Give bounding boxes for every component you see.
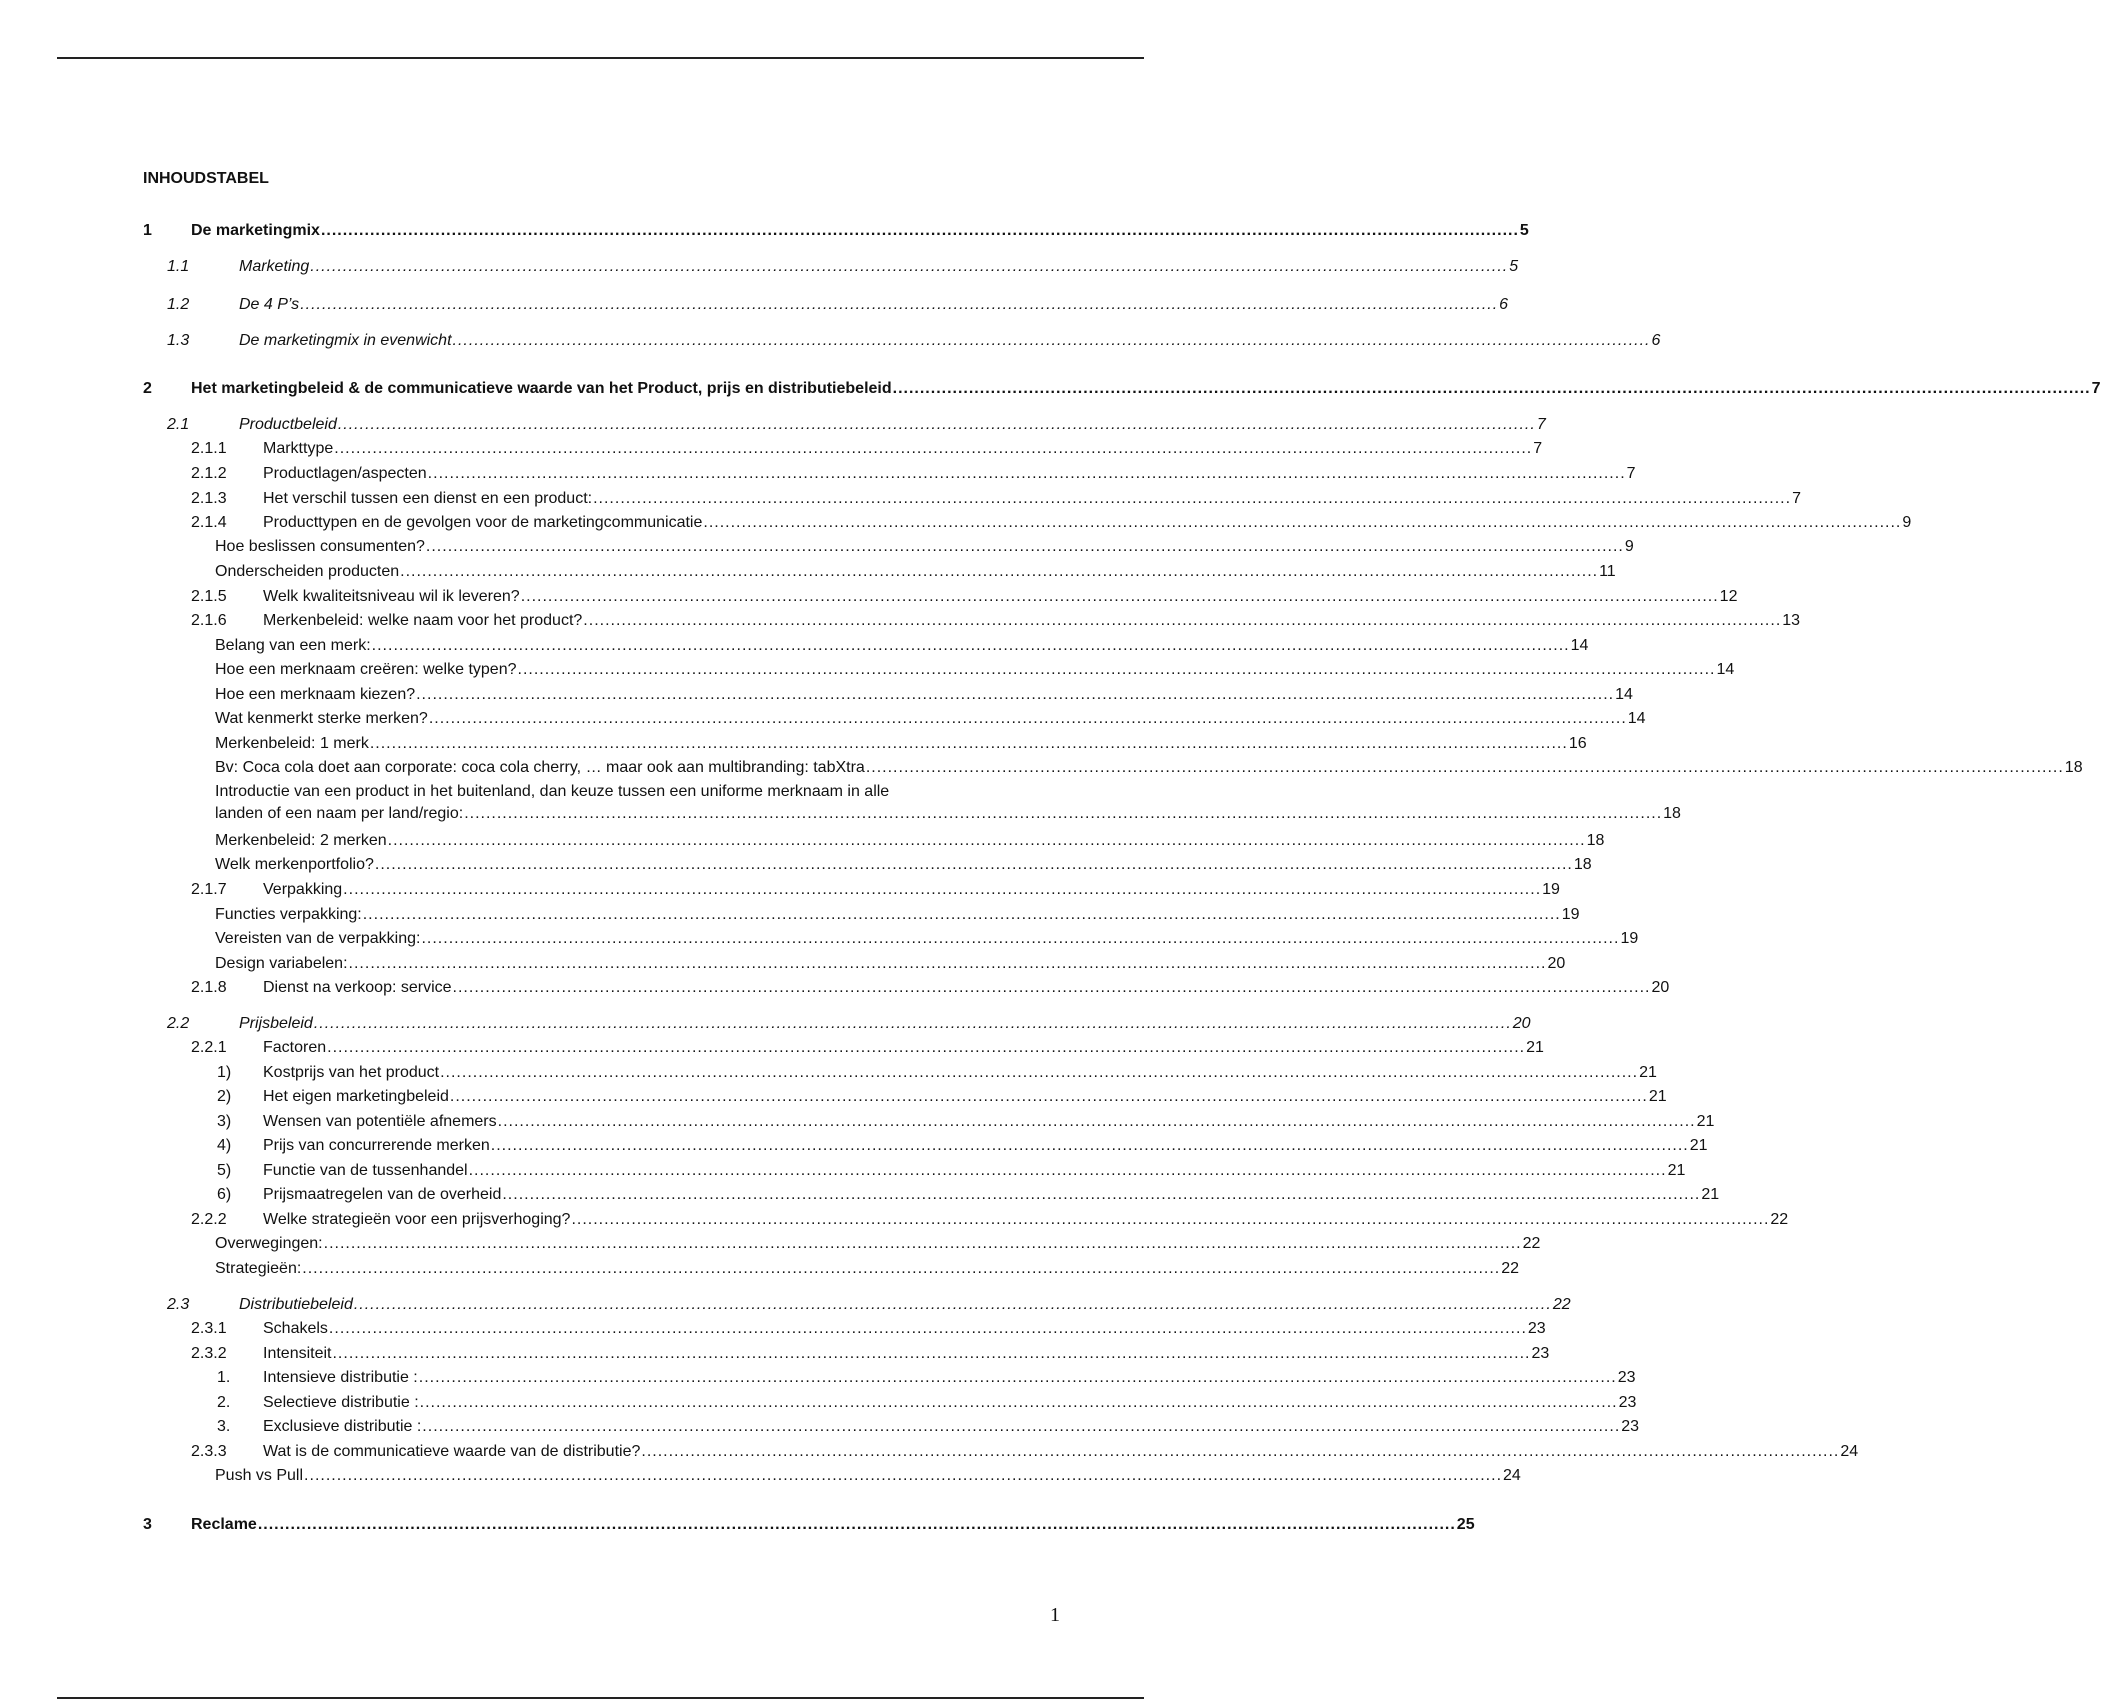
toc-entry-label: De marketingmix in evenwicht [239, 332, 452, 349]
toc-entry-page: 7 [2091, 380, 2101, 397]
dot-leader: ............................................................................................................................................................................................................................ [416, 686, 1615, 703]
toc-entry-number: 1.1 [167, 258, 190, 275]
toc-entry[interactable] [143, 1111, 1715, 1133]
toc-entry[interactable] [143, 1037, 1544, 1059]
toc-entry-number: 2.2.1 [191, 1039, 227, 1056]
toc-entry-number: 4) [217, 1137, 232, 1154]
toc-entry-page: 22 [1552, 1296, 1571, 1313]
toc-entry-page: 19 [1561, 906, 1580, 923]
dot-leader: ............................................................................................................................................................................................................................ [418, 1369, 1617, 1386]
toc-entry[interactable] [143, 904, 1580, 926]
toc-entry-label: Bv: Coca cola doet aan corporate: coca cola cherry, … maar ook aan multibranding: tabXtra [215, 759, 865, 776]
toc-entry[interactable] [143, 1343, 1550, 1365]
toc-entry[interactable] [143, 830, 1605, 852]
toc-entry[interactable] [143, 928, 1639, 950]
toc-entry-page: 18 [1586, 832, 1605, 849]
toc-entry-label: Onderscheiden producten [215, 563, 400, 580]
toc-entry-page: 21 [1696, 1113, 1715, 1130]
toc-entry-page: 5 [1509, 258, 1519, 275]
dot-leader: ............................................................................................................................................................................................................................ [452, 332, 1651, 349]
dot-leader: ............................................................................................................................................................................................................................ [334, 440, 1533, 457]
toc-entry[interactable] [143, 781, 1681, 825]
toc-entry[interactable] [143, 1086, 1667, 1108]
toc-entry-number: 2.1.2 [191, 465, 227, 482]
toc-entry[interactable] [143, 1441, 1859, 1463]
toc-entry-number: 2.1.1 [191, 440, 227, 457]
toc-entry-number: 2 [143, 380, 152, 397]
toc-entry-number: 1) [217, 1064, 232, 1081]
dot-leader: ............................................................................................................................................................................................................................ [427, 465, 1626, 482]
toc-entry-number: 2.1.7 [191, 881, 227, 898]
toc-entry[interactable] [143, 463, 1636, 485]
dot-leader: ............................................................................................................................................................................................................................ [362, 906, 1561, 923]
dot-leader: ............................................................................................................................................................................................................................ [520, 588, 1719, 605]
dot-leader: ............................................................................................................................................................................................................................ [343, 881, 1542, 898]
toc-entry-page: 20 [1651, 979, 1670, 996]
toc-entry[interactable] [143, 635, 1589, 657]
dot-leader: ............................................................................................................................................................................................................................ [323, 1235, 1522, 1252]
dot-leader: ............................................................................................................................................................................................................................ [593, 490, 1792, 507]
toc-entry-label: Selectieve distributie : [263, 1394, 419, 1411]
toc-entry[interactable] [143, 977, 1670, 999]
dot-leader: ............................................................................................................................................................................................................................ [353, 1296, 1552, 1313]
dot-leader: ............................................................................................................................................................................................................................ [374, 856, 1573, 873]
dot-leader: ............................................................................................................................................................................................................................ [440, 1064, 1639, 1081]
toc-entry-label: Merkenbeleid: welke naam voor het product? [263, 612, 583, 629]
dot-leader: ............................................................................................................................................................................................................................ [313, 1015, 1512, 1032]
dot-leader: ............................................................................................................................................................................................................................ [703, 514, 1902, 531]
dot-leader: ............................................................................................................................................................................................................................ [337, 416, 1536, 433]
dot-leader: ............................................................................................................................................................................................................................ [571, 1211, 1770, 1228]
toc-entry-number: 2.1.8 [191, 979, 227, 996]
toc-entry[interactable] [143, 879, 1560, 901]
toc-entry-number: 3 [143, 1516, 152, 1533]
toc-entry-page: 14 [1716, 661, 1735, 678]
page-title: INHOUDSTABEL [143, 170, 269, 187]
toc-entry-page: 14 [1570, 637, 1589, 654]
toc-entry-label: Distributiebeleid [239, 1296, 353, 1313]
toc-entry-number: 2.1.6 [191, 612, 227, 629]
toc-entry[interactable] [143, 378, 2101, 400]
toc-entry-number: 3) [217, 1113, 232, 1130]
toc-entry-page: 21 [1667, 1162, 1686, 1179]
toc-entry[interactable] [143, 953, 1566, 975]
dot-leader: ............................................................................................................................................................................................................................ [641, 1443, 1840, 1460]
toc-entry[interactable] [143, 1392, 1637, 1414]
toc-entry[interactable] [143, 1258, 1520, 1280]
toc-entry-number: 2.3.3 [191, 1443, 227, 1460]
toc-entry-number: 2.1.4 [191, 514, 227, 531]
toc-entry-page: 9 [1902, 514, 1912, 531]
toc-entry[interactable] [143, 561, 1616, 583]
toc-entry-label: Belang van een merk: [215, 637, 371, 654]
dot-leader: ............................................................................................................................................................................................................................ [464, 805, 1663, 822]
dot-leader: ............................................................................................................................................................................................................................ [892, 380, 2091, 397]
toc-entry-label: Dienst na verkoop: service [263, 979, 452, 996]
dot-leader: ............................................................................................................................................................................................................................ [369, 735, 1568, 752]
dot-leader: ............................................................................................................................................................................................................................ [304, 1467, 1503, 1484]
toc-entry-page: 23 [1621, 1418, 1640, 1435]
dot-leader: ............................................................................................................................................................................................................................ [327, 1039, 1526, 1056]
toc-entry[interactable] [143, 1062, 1657, 1084]
dot-leader: ............................................................................................................................................................................................................................ [310, 258, 1509, 275]
toc-entry-number: 3. [217, 1418, 231, 1435]
dot-leader: ............................................................................................................................................................................................................................ [583, 612, 1782, 629]
toc-entry[interactable] [143, 1233, 1541, 1255]
toc-entry-page: 7 [1626, 465, 1636, 482]
toc-entry-label: Overwegingen: [215, 1235, 323, 1252]
toc-entry-number: 1.3 [167, 332, 190, 349]
toc-entry-page: 7 [1533, 440, 1543, 457]
toc-entry[interactable] [143, 733, 1587, 755]
dot-leader: ............................................................................................................................................................................................................................ [497, 1113, 1696, 1130]
toc-entry-page: 16 [1568, 735, 1587, 752]
toc-entry-page: 23 [1527, 1320, 1546, 1337]
toc-entry-label: Het eigen marketingbeleid [263, 1088, 449, 1105]
toc-entry-page: 20 [1547, 955, 1566, 972]
toc-entry-page: 21 [1639, 1064, 1657, 1081]
toc-entry-page: 22 [1501, 1260, 1520, 1277]
toc-entry-label: Prijsmaatregelen van de overheid [263, 1186, 502, 1203]
toc-entry-label: Factoren [263, 1039, 327, 1056]
toc-entry-label: Kostprijs van het product [263, 1064, 440, 1081]
toc-entry[interactable] [143, 1135, 1708, 1157]
toc-entry-label: Markttype [263, 440, 334, 457]
dot-leader: ............................................................................................................................................................................................................................ [517, 661, 1716, 678]
dot-leader: ............................................................................................................................................................................................................................ [421, 930, 1620, 947]
toc-entry-number: 1 [143, 222, 152, 239]
toc-entry-page: 7 [1792, 490, 1801, 507]
toc-entry-number: 2.1 [167, 416, 190, 433]
toc-entry-number: 2.3.2 [191, 1345, 227, 1362]
dot-leader: ............................................................................................................................................................................................................................ [300, 296, 1499, 313]
toc-entry-label: Prijsbeleid [239, 1015, 313, 1032]
toc-entry-page: 18 [2064, 759, 2083, 776]
dot-leader: ............................................................................................................................................................................................................................ [419, 1394, 1618, 1411]
dot-leader: ............................................................................................................................................................................................................................ [302, 1260, 1501, 1277]
toc-entry[interactable] [143, 854, 1592, 876]
dot-leader: ............................................................................................................................................................................................................................ [452, 979, 1651, 996]
toc-entry-label: Wensen van potentiële afnemers [263, 1113, 497, 1130]
toc-entry[interactable] [143, 659, 1735, 681]
toc-entry-number: 5) [217, 1162, 232, 1179]
toc-entry[interactable] [143, 536, 1634, 558]
toc-entry-number: 2) [217, 1088, 232, 1105]
toc-entry-page: 22 [1770, 1211, 1789, 1228]
dot-leader: ............................................................................................................................................................................................................................ [332, 1345, 1531, 1362]
toc-entry-label: Wat is de communicatieve waarde van de distributie? [263, 1443, 641, 1460]
toc-entry-number: 1.2 [167, 296, 190, 313]
toc-entry-page: 23 [1617, 1369, 1636, 1386]
toc-entry-label: Hoe beslissen consumenten? [215, 538, 425, 555]
toc-entry-page: 21 [1701, 1186, 1720, 1203]
toc-entry-label: Welk merkenportfolio? [215, 856, 374, 873]
toc-entry[interactable] [143, 586, 1738, 608]
dot-leader: ............................................................................................................................................................................................................................ [320, 222, 1519, 239]
toc-entry-page: 20 [1512, 1015, 1531, 1032]
toc-entry-label: Vereisten van de verpakking: [215, 930, 421, 947]
toc-entry-label: Welke strategieën voor een prijsverhoging? [263, 1211, 571, 1228]
toc-entry-page: 24 [1503, 1467, 1521, 1484]
header-rule [57, 57, 1144, 59]
toc-entry-page: 5 [1519, 222, 1529, 239]
toc-entry-label: Het marketingbeleid & de communicatieve waarde van het Product, prijs en distributiebeleid [191, 380, 892, 397]
toc-entry-label: Functies verpakking: [215, 906, 362, 923]
toc-entry-page: 21 [1648, 1088, 1667, 1105]
toc-entry-number: 1. [217, 1369, 231, 1386]
toc-entry-page: 19 [1542, 881, 1560, 898]
toc-entry-number: 2. [217, 1394, 231, 1411]
toc-entry[interactable] [143, 1209, 1789, 1231]
toc-entry-label: Design variabelen: [215, 955, 348, 972]
toc-entry[interactable] [143, 414, 1546, 436]
toc-entry-label: Merkenbeleid: 2 merken [215, 832, 387, 849]
dot-leader: ............................................................................................................................................................................................................................ [449, 1088, 1648, 1105]
dot-leader: ............................................................................................................................................................................................................................ [328, 1320, 1527, 1337]
toc-entry-page: 12 [1719, 588, 1738, 605]
toc-entry-label: Intensiteit [263, 1345, 332, 1362]
toc-entry[interactable] [143, 1294, 1571, 1316]
dot-leader: ............................................................................................................................................................................................................................ [387, 832, 1586, 849]
footer-rule [57, 1697, 1144, 1699]
toc-entry-page: 18 [1663, 805, 1681, 822]
toc-entry[interactable] [143, 1367, 1636, 1389]
dot-leader: ............................................................................................................................................................................................................................ [371, 637, 1570, 654]
toc-entry-number: 2.3.1 [191, 1320, 227, 1337]
dot-leader: ............................................................................................................................................................................................................................ [490, 1137, 1689, 1154]
toc-entry-label: Merkenbeleid: 1 merk [215, 735, 369, 752]
toc-entry-label: Reclame [191, 1516, 257, 1533]
toc-entry-label: Exclusieve distributie : [263, 1418, 422, 1435]
toc-entry[interactable] [143, 1318, 1546, 1340]
dot-leader: ............................................................................................................................................................................................................................ [400, 563, 1599, 580]
toc-entry[interactable] [143, 330, 1661, 352]
toc-entry-label: Intensieve distributie : [263, 1369, 418, 1386]
toc-entry[interactable] [143, 684, 1633, 706]
dot-leader: ............................................................................................................................................................................................................................ [348, 955, 1547, 972]
toc-entry-page: 24 [1840, 1443, 1859, 1460]
dot-leader: ............................................................................................................................................................................................................................ [422, 1418, 1621, 1435]
toc-entry-page: 19 [1620, 930, 1639, 947]
toc-entry-page: 9 [1624, 538, 1634, 555]
toc-entry-number: 2.1.3 [191, 490, 227, 507]
toc-entry-label: Schakels [263, 1320, 328, 1337]
toc-entry[interactable] [143, 512, 1912, 534]
toc-entry-label: Introductie van een product in het buitenland, dan keuze tussen een uniforme merknaam in alle [215, 783, 890, 800]
toc-entry-label: Functie van de tussenhandel [263, 1162, 468, 1179]
toc-entry-label: Productlagen/aspecten [263, 465, 427, 482]
toc-entry[interactable] [143, 610, 1801, 632]
toc-entry-page: 18 [1573, 856, 1592, 873]
toc-entry-page: 6 [1499, 296, 1509, 313]
toc-entry-page: 22 [1522, 1235, 1541, 1252]
toc-entry[interactable] [143, 1160, 1686, 1182]
toc-entry-label: Prijs van concurrerende merken [263, 1137, 490, 1154]
toc-entry[interactable] [143, 220, 1529, 242]
toc-entry-page: 23 [1531, 1345, 1550, 1362]
toc-entry-page: 25 [1456, 1516, 1475, 1533]
toc-entry[interactable] [143, 488, 1801, 510]
toc-entry[interactable] [143, 1416, 1640, 1438]
toc-entry-number: 2.2.2 [191, 1211, 227, 1228]
toc-entry-label: Productbeleid [239, 416, 337, 433]
toc-entry-page: 14 [1627, 710, 1646, 727]
toc-entry-page: 6 [1651, 332, 1661, 349]
toc-entry-page: 21 [1526, 1039, 1544, 1056]
toc-entry-label: De marketingmix [191, 222, 320, 239]
toc-entry-label: Verpakking [263, 881, 343, 898]
toc-entry[interactable] [143, 1013, 1531, 1035]
toc-entry-number: 2.3 [167, 1296, 190, 1313]
toc-entry[interactable] [143, 708, 1646, 730]
toc-entry-label: Hoe een merknaam kiezen? [215, 686, 416, 703]
toc-entry-label: Producttypen en de gevolgen voor de marketingcommunicatie [263, 514, 703, 531]
toc-entry-label: landen of een naam per land/regio: [215, 805, 464, 822]
toc-entry[interactable] [143, 757, 2083, 779]
toc-entry-number: 2.2 [167, 1015, 190, 1032]
toc-entry-label: Hoe een merknaam creëren: welke typen? [215, 661, 517, 678]
toc-entry-number: 6) [217, 1186, 232, 1203]
dot-leader: ............................................................................................................................................................................................................................ [257, 1516, 1456, 1533]
toc-entry-label: Push vs Pull [215, 1467, 304, 1484]
toc-entry-label: Welk kwaliteitsniveau wil ik leveren? [263, 588, 520, 605]
toc-entry-page: 23 [1618, 1394, 1637, 1411]
toc-entry-page: 21 [1689, 1137, 1708, 1154]
toc-entry[interactable] [143, 1465, 1521, 1487]
toc-entry[interactable] [143, 1184, 1720, 1206]
dot-leader: ............................................................................................................................................................................................................................ [865, 759, 2064, 776]
toc-entry[interactable] [143, 438, 1543, 460]
toc-entry-page: 14 [1615, 686, 1633, 703]
toc-entry-page: 11 [1599, 563, 1616, 580]
dot-leader: ............................................................................................................................................................................................................................ [425, 538, 1624, 555]
toc-entry[interactable] [143, 294, 1509, 316]
toc-entry-page: 13 [1782, 612, 1801, 629]
toc-entry-label: Marketing [239, 258, 310, 275]
toc-entry[interactable] [143, 256, 1519, 278]
toc-entry-label: Wat kenmerkt sterke merken? [215, 710, 428, 727]
toc-entry-label: De 4 P’s [239, 296, 300, 313]
dot-leader: ............................................................................................................................................................................................................................ [468, 1162, 1667, 1179]
dot-leader: ............................................................................................................................................................................................................................ [502, 1186, 1701, 1203]
toc-entry-number: 2.1.5 [191, 588, 227, 605]
toc-entry-label: Strategieën: [215, 1260, 302, 1277]
toc-entry-label: Het verschil tussen een dienst en een product: [263, 490, 593, 507]
toc-entry[interactable] [143, 1514, 1475, 1536]
toc-entry-page: 7 [1536, 416, 1546, 433]
dot-leader: ............................................................................................................................................................................................................................ [428, 710, 1627, 727]
page-number: 1 [1050, 1604, 1060, 1626]
